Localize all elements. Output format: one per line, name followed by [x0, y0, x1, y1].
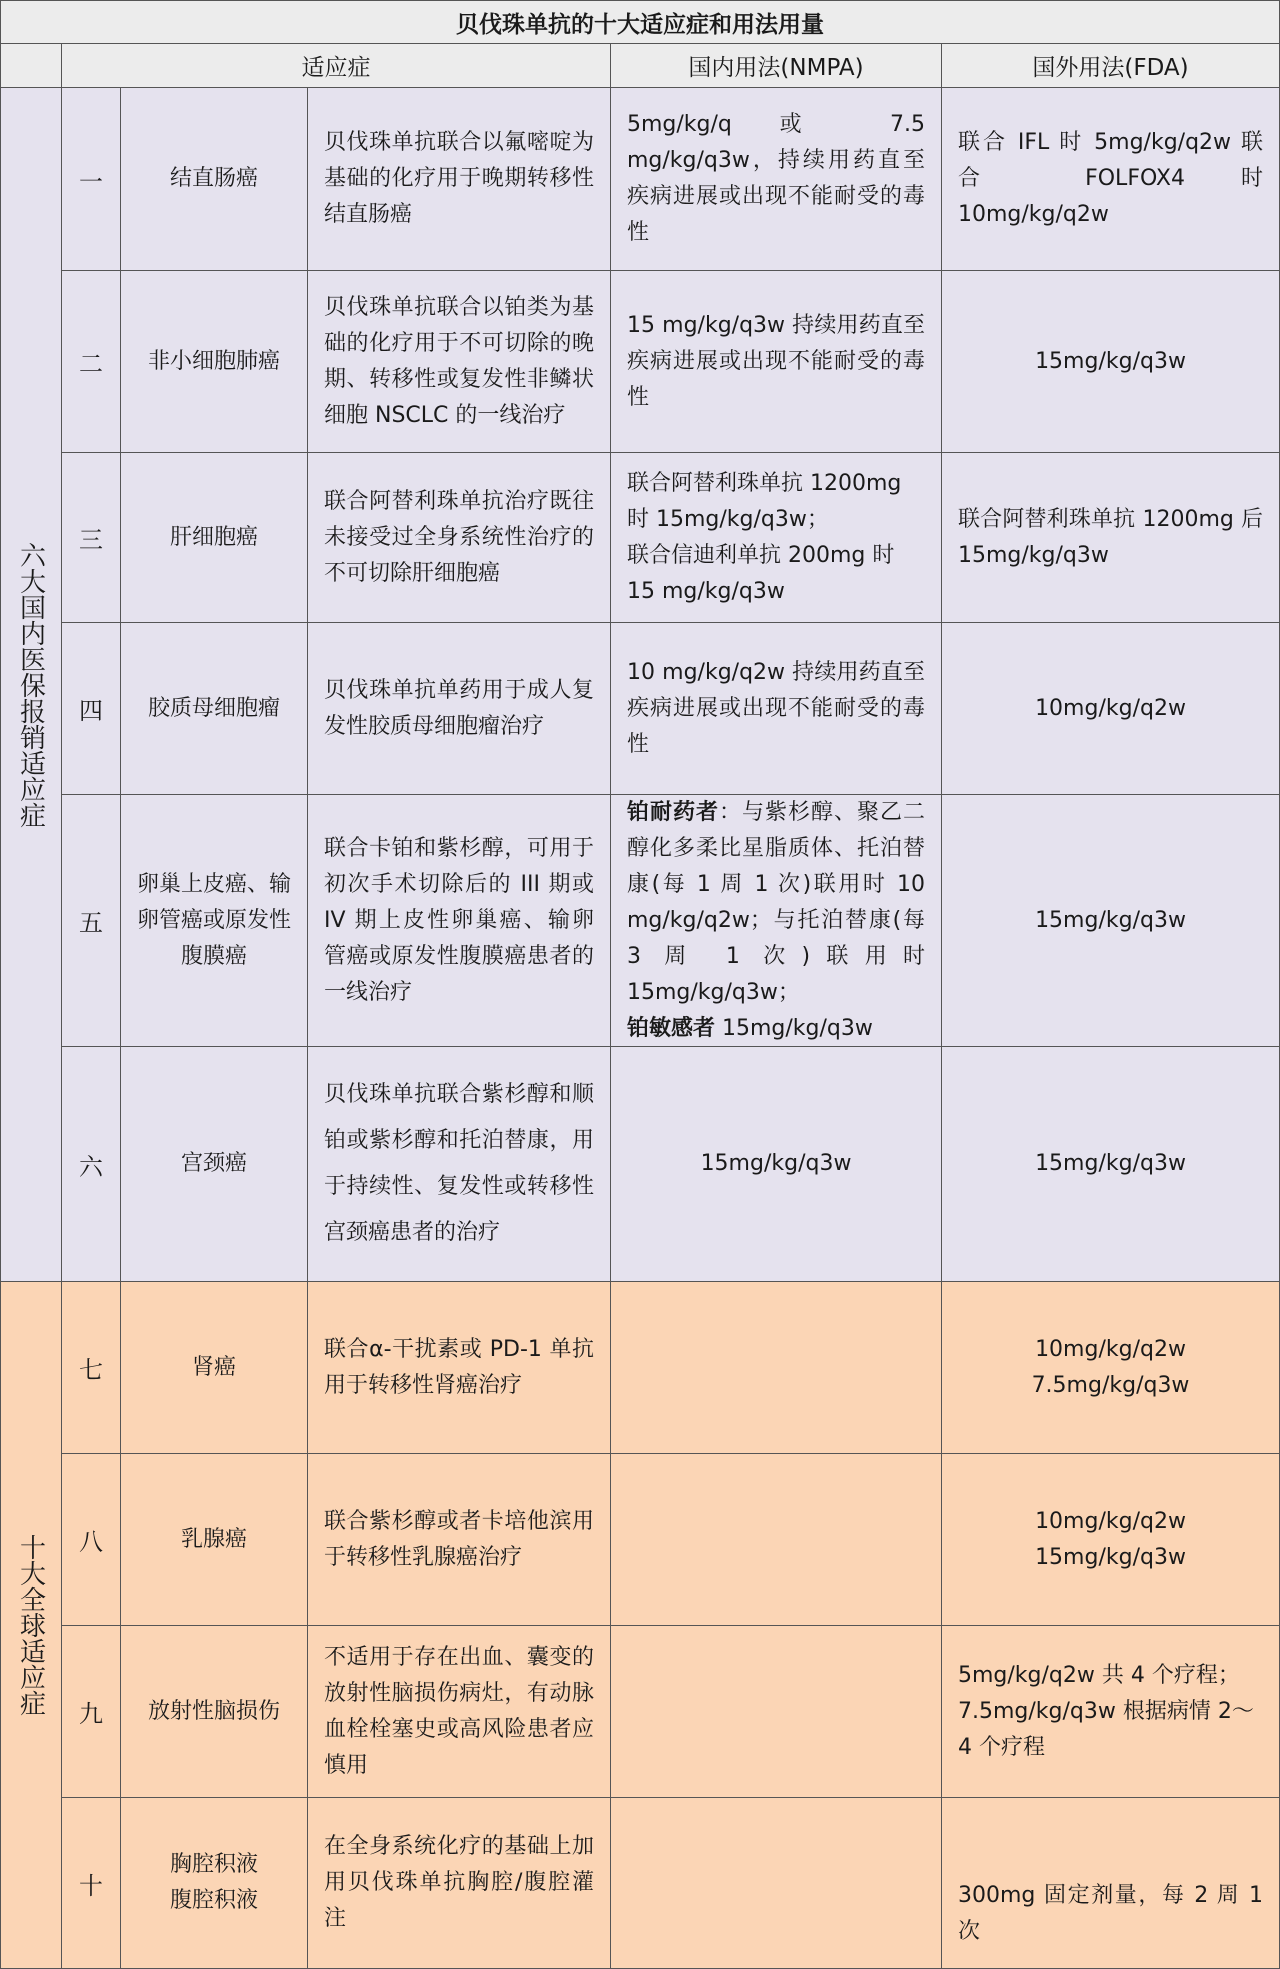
row-10-foreign — [942, 1798, 1280, 1969]
row-4-domestic — [611, 623, 942, 795]
row-7-number: 七 — [62, 1282, 121, 1454]
row-9-foreign-line-1: 5mg/kg/q2w 共 4 个疗程； — [958, 1662, 1240, 1688]
row-6-name: 宫颈癌 — [121, 1047, 308, 1282]
row-2-foreign: 15mg/kg/q3w — [942, 271, 1280, 453]
row-4-desc-text: 贝伐珠单抗单药用于成人复发性胶质母细胞瘤治疗 — [324, 677, 594, 739]
row-9-domestic — [611, 1626, 942, 1798]
row-1-desc — [308, 88, 611, 271]
row-5-platinum-sensitive-text: 15mg/kg/q3w — [715, 1015, 873, 1041]
row-1-domestic-text: 5mg/kg/q 或 7.5 mg/kg/q3w，持续用药直至疾病进展或出现不能耐受的毒性 — [627, 112, 925, 245]
row-1-domestic — [611, 88, 942, 271]
row-2-number: 二 — [62, 271, 121, 453]
row-10-name-line-2: 腹腔积液 — [169, 1888, 258, 1913]
row-6-desc-text: 贝伐珠单抗联合紫杉醇和顺铂或紫杉醇和托泊替康，用于持续性、复发性或转移性宫颈癌患者的治疗 — [324, 1082, 594, 1245]
header-blank — [0, 44, 62, 88]
row-9-desc — [308, 1626, 611, 1798]
row-8-domestic — [611, 1454, 942, 1626]
header-indication: 适应症 — [62, 44, 611, 88]
row-3-foreign-text: 联合阿替利珠单抗 1200mg 后 15mg/kg/q3w — [958, 506, 1263, 568]
group-domestic-label: 六大国内医保报销适应症 — [15, 541, 46, 828]
row-2-desc-text: 贝伐珠单抗联合以铂类为基础的化疗用于不可切除的晚期、转移性或复发性非鳞状细胞 NSCLC 的一线治疗 — [324, 294, 594, 428]
row-5-number: 五 — [62, 795, 121, 1047]
row-8-desc-text: 联合紫杉醇或者卡培他滨用于转移性乳腺癌治疗 — [324, 1508, 594, 1570]
row-3-domestic — [611, 453, 942, 623]
row-2-name: 非小细胞肺癌 — [121, 271, 308, 453]
row-9-foreign — [942, 1626, 1280, 1798]
row-3-domestic-line-1: 联合阿替利珠单抗 1200mg 时 15mg/kg/q3w； — [627, 470, 909, 532]
row-4-number: 四 — [62, 623, 121, 795]
row-5-platinum-resistant-text: ：与紫杉醇、聚乙二醇化多柔比星脂质体、托泊替康(每 1 周 1 次)联用时 10 mg/kg/q2w；与托泊替康(每 3 周 1 次)联用时 15mg/kg/q3w； — [627, 799, 925, 1005]
row-9-number: 九 — [62, 1626, 121, 1798]
row-4-desc — [308, 623, 611, 795]
row-5-desc-text: 联合卡铂和紫杉醇，可用于初次手术切除后的 III 期或 IV 期上皮性卵巢癌、输卵管癌或原发性腹膜癌患者的一线治疗 — [324, 835, 594, 1005]
row-5-platinum-resistant-label: 铂耐药者 — [627, 799, 719, 825]
row-7-desc — [308, 1282, 611, 1454]
row-3-name: 肝细胞癌 — [121, 453, 308, 623]
group-global-label: 十大全球适应症 — [15, 1534, 46, 1716]
group-global — [0, 1282, 62, 1969]
row-3-desc — [308, 453, 611, 623]
row-10-name — [121, 1798, 308, 1969]
row-2-domestic — [611, 271, 942, 453]
row-10-desc — [308, 1798, 611, 1969]
row-6-domestic: 15mg/kg/q3w — [611, 1047, 942, 1282]
row-5-domestic — [611, 795, 942, 1047]
row-1-number: 一 — [62, 88, 121, 271]
row-4-name: 胶质母细胞瘤 — [121, 623, 308, 795]
row-9-desc-text: 不适用于存在出血、囊变的放射性脑损伤病灶，有动脉血栓栓塞史或高风险患者应慎用 — [324, 1644, 594, 1778]
row-6-foreign: 15mg/kg/q3w — [942, 1047, 1280, 1282]
row-7-domestic — [611, 1282, 942, 1454]
row-2-domestic-text: 15 mg/kg/q3w 持续用药直至疾病进展或出现不能耐受的毒性 — [627, 312, 925, 410]
row-3-domestic-line-2: 联合信迪利单抗 200mg 时 15 mg/kg/q3w — [627, 542, 902, 604]
row-10-name-line-1: 胸腔积液 — [169, 1852, 258, 1877]
row-7-foreign — [942, 1282, 1280, 1454]
row-1-foreign — [942, 88, 1280, 271]
row-1-desc-text: 贝伐珠单抗联合以氟嘧啶为基础的化疗用于晚期转移性结直肠癌 — [324, 130, 594, 227]
row-10-desc-text: 在全身系统化疗的基础上加用贝伐珠单抗胸腔/腹腔灌注 — [324, 1834, 594, 1931]
row-9-name: 放射性脑损伤 — [121, 1626, 308, 1798]
row-2-desc — [308, 271, 611, 453]
row-7-foreign-line-2: 7.5mg/kg/q3w — [1031, 1372, 1190, 1398]
row-9-foreign-line-2: 7.5mg/kg/q3w 根据病情 2～4 个疗程 — [958, 1698, 1254, 1760]
row-10-foreign-text: 300mg 固定剂量，每 2 周 1 次 — [958, 1883, 1263, 1944]
group-domestic — [0, 88, 62, 1282]
row-8-foreign — [942, 1454, 1280, 1626]
row-5-foreign: 15mg/kg/q3w — [942, 795, 1280, 1047]
row-7-desc-text: 联合α-干扰素或 PD-1 单抗用于转移性肾癌治疗 — [324, 1336, 594, 1398]
row-5-desc — [308, 795, 611, 1047]
row-6-desc — [308, 1047, 611, 1282]
row-4-domestic-text: 10 mg/kg/q2w 持续用药直至疾病进展或出现不能耐受的毒性 — [627, 659, 925, 757]
row-7-foreign-line-1: 10mg/kg/q2w — [1035, 1336, 1186, 1362]
row-3-number: 三 — [62, 453, 121, 623]
row-1-foreign-text: 联合 IFL 时 5mg/kg/q2w 联合 FOLFOX4 时 10mg/kg/q2w — [958, 130, 1263, 227]
row-8-number: 八 — [62, 1454, 121, 1626]
table-title: 贝伐珠单抗的十大适应症和用法用量 — [0, 0, 1280, 44]
row-8-foreign-line-1: 10mg/kg/q2w — [1035, 1508, 1186, 1534]
row-8-desc — [308, 1454, 611, 1626]
row-5-name: 卵巢上皮癌、输卵管癌或原发性腹膜癌 — [121, 795, 308, 1047]
row-5-platinum-sensitive-label: 铂敏感者 — [627, 1015, 716, 1041]
row-3-foreign — [942, 453, 1280, 623]
row-10-domestic — [611, 1798, 942, 1969]
row-1-name: 结直肠癌 — [121, 88, 308, 271]
header-foreign: 国外用法(FDA) — [942, 44, 1280, 88]
header-domestic: 国内用法(NMPA) — [611, 44, 942, 88]
row-10-number: 十 — [62, 1798, 121, 1969]
row-8-foreign-line-2: 15mg/kg/q3w — [1035, 1544, 1186, 1570]
row-4-foreign: 10mg/kg/q2w — [942, 623, 1280, 795]
row-8-name: 乳腺癌 — [121, 1454, 308, 1626]
row-3-desc-text: 联合阿替利珠单抗治疗既往未接受过全身系统性治疗的不可切除肝细胞癌 — [324, 488, 594, 586]
row-7-name: 肾癌 — [121, 1282, 308, 1454]
row-6-number: 六 — [62, 1047, 121, 1282]
